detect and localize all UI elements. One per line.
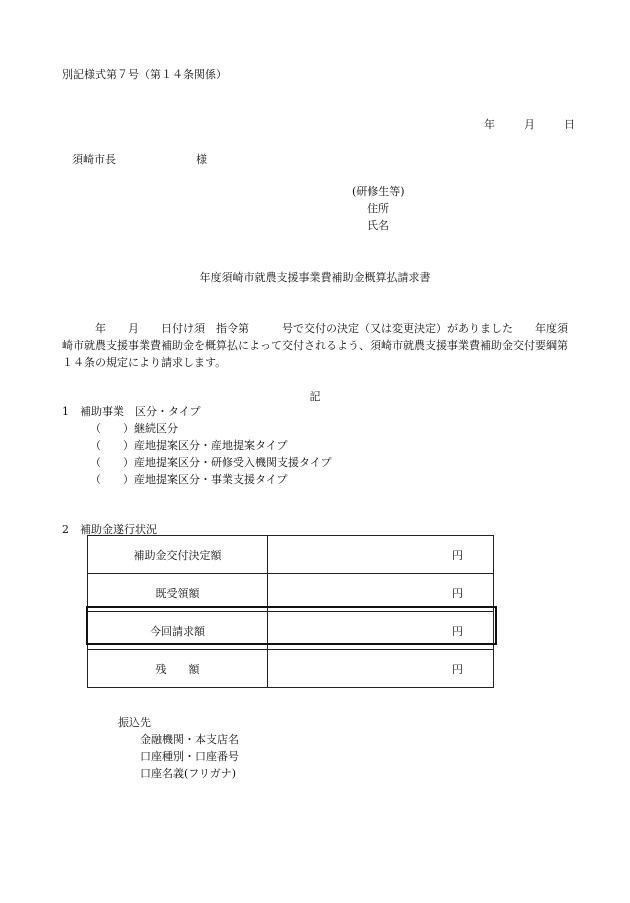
bank-item: 口座名義(フリガナ) [140, 767, 237, 780]
date-day: 日 [564, 118, 575, 131]
bank-item: 金融機関・本支店名 [140, 733, 239, 746]
form-id: 別記様式第７号（第１４条関係） [62, 68, 227, 81]
option-item: （ ）産地提案区分・産地提案タイプ [90, 439, 288, 452]
document-title: 年度須崎市就農支援事業費補助金概算払請求書 [199, 271, 431, 284]
option-item: （ ）産地提案区分・研修受入機関支援タイプ [90, 456, 332, 469]
table-row [88, 612, 494, 650]
row-label: 補助金交付決定額 [88, 536, 268, 574]
applicant-label: (研修生等) [352, 185, 405, 198]
date-line [484, 116, 575, 132]
applicant-name: 氏名 [367, 219, 389, 232]
row-label: 今回請求額 [88, 612, 268, 650]
date-year: 年 [484, 118, 495, 131]
addressee-honorific: 様 [196, 153, 207, 166]
table-row [88, 650, 494, 688]
row-label: 既受領額 [88, 574, 268, 612]
section-1 [62, 403, 331, 488]
ki-marker: 記 [309, 390, 321, 403]
row-unit: 円 [268, 650, 494, 688]
addressee-name: 須崎市長 [72, 153, 116, 166]
table-row [88, 536, 494, 574]
status-table [87, 535, 494, 688]
option-item: （ ）産地提案区分・事業支援タイプ [90, 473, 288, 486]
bank-heading: 振込先 [118, 716, 151, 729]
bank-block [118, 714, 239, 782]
table-row [88, 574, 494, 612]
option-item: （ ）継続区分 [90, 422, 178, 435]
row-unit: 円 [268, 536, 494, 574]
bank-item: 口座種別・口座番号 [140, 750, 239, 763]
row-unit: 円 [268, 574, 494, 612]
section-1-heading: 1 補助事業 区分・タイプ [62, 405, 201, 418]
addressee [72, 151, 207, 167]
row-unit: 円 [268, 612, 494, 650]
body-text: 年 月 日付け須 指令第 号で交付の決定（又は変更決定）がありました 年度須崎市就農支援事業費補助金を概算払によって交付されるよう、須崎市就農支援事業費補助金交付要綱第１４条の規定により請求します。 [62, 322, 568, 369]
applicant-block [352, 183, 405, 234]
section-2-heading: 2 補助金遂行状況 [62, 523, 157, 536]
applicant-address: 住所 [367, 202, 389, 215]
date-month: 月 [524, 118, 535, 131]
row-label: 残 額 [88, 650, 268, 688]
